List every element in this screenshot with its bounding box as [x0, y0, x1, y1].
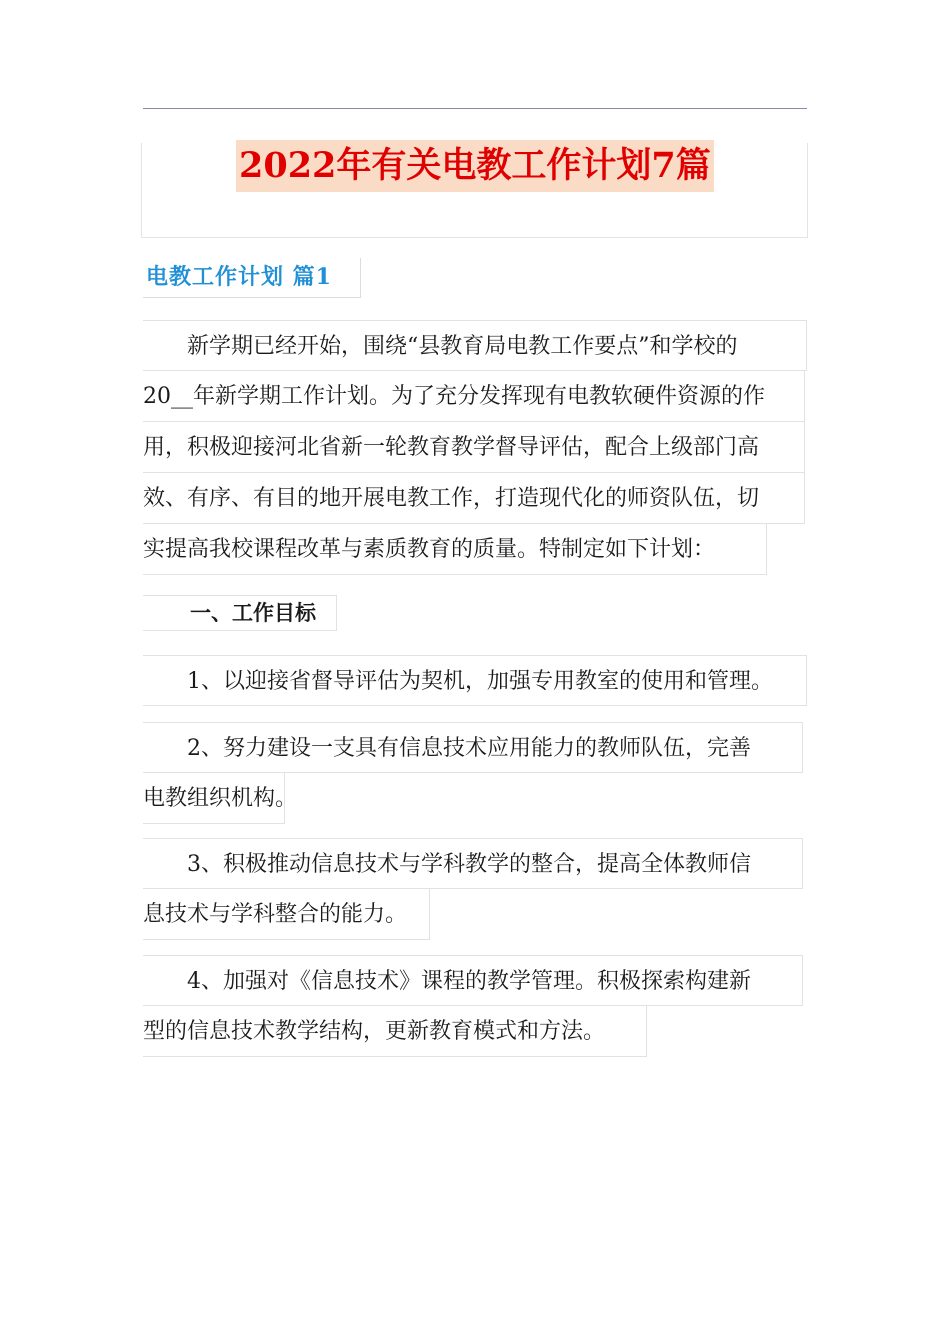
goal-3-line-2: 息技术与学科整合的能力。 — [143, 889, 430, 940]
goal-item-3 — [143, 838, 803, 940]
header-rule — [143, 108, 807, 109]
goal-4-line-2: 型的信息技术教学结构，更新教育模式和方法。 — [143, 1006, 647, 1057]
goal-item-1 — [143, 655, 807, 706]
intro-paragraph — [143, 320, 807, 575]
goal-1-line-1: 1、以迎接省督导评估为契机，加强专用教室的使用和管理。 — [143, 655, 807, 706]
goal-4-line-1: 4、加强对《信息技术》课程的教学管理。积极探索构建新 — [143, 955, 803, 1006]
intro-line-2: 20__年新学期工作计划。为了充分发挥现有电教软硬件资源的作 — [143, 371, 805, 422]
intro-line-1: 新学期已经开始，围绕“县教育局电教工作要点”和学校的 — [143, 320, 807, 371]
goal-item-4 — [143, 955, 803, 1057]
intro-line-3: 用，积极迎接河北省新一轮教育教学督导评估，配合上级部门高 — [143, 422, 805, 473]
sub-heading-goals: 一、工作目标 — [143, 595, 337, 631]
goal-item-2 — [143, 722, 803, 824]
section-heading: 电教工作计划 篇1 — [143, 258, 361, 298]
intro-line-4: 效、有序、有目的地开展电教工作，打造现代化的师资队伍，切 — [143, 473, 805, 524]
goal-2-line-1: 2、努力建设一支具有信息技术应用能力的教师队伍，完善 — [143, 722, 803, 773]
goal-2-line-2: 电教组织机构。 — [143, 773, 285, 824]
document-title: 2022年有关电教工作计划7篇 — [236, 140, 714, 192]
goal-3-line-1: 3、积极推动信息技术与学科教学的整合，提高全体教师信 — [143, 838, 803, 889]
intro-line-5: 实提高我校课程改革与素质教育的质量。特制定如下计划： — [143, 524, 767, 575]
